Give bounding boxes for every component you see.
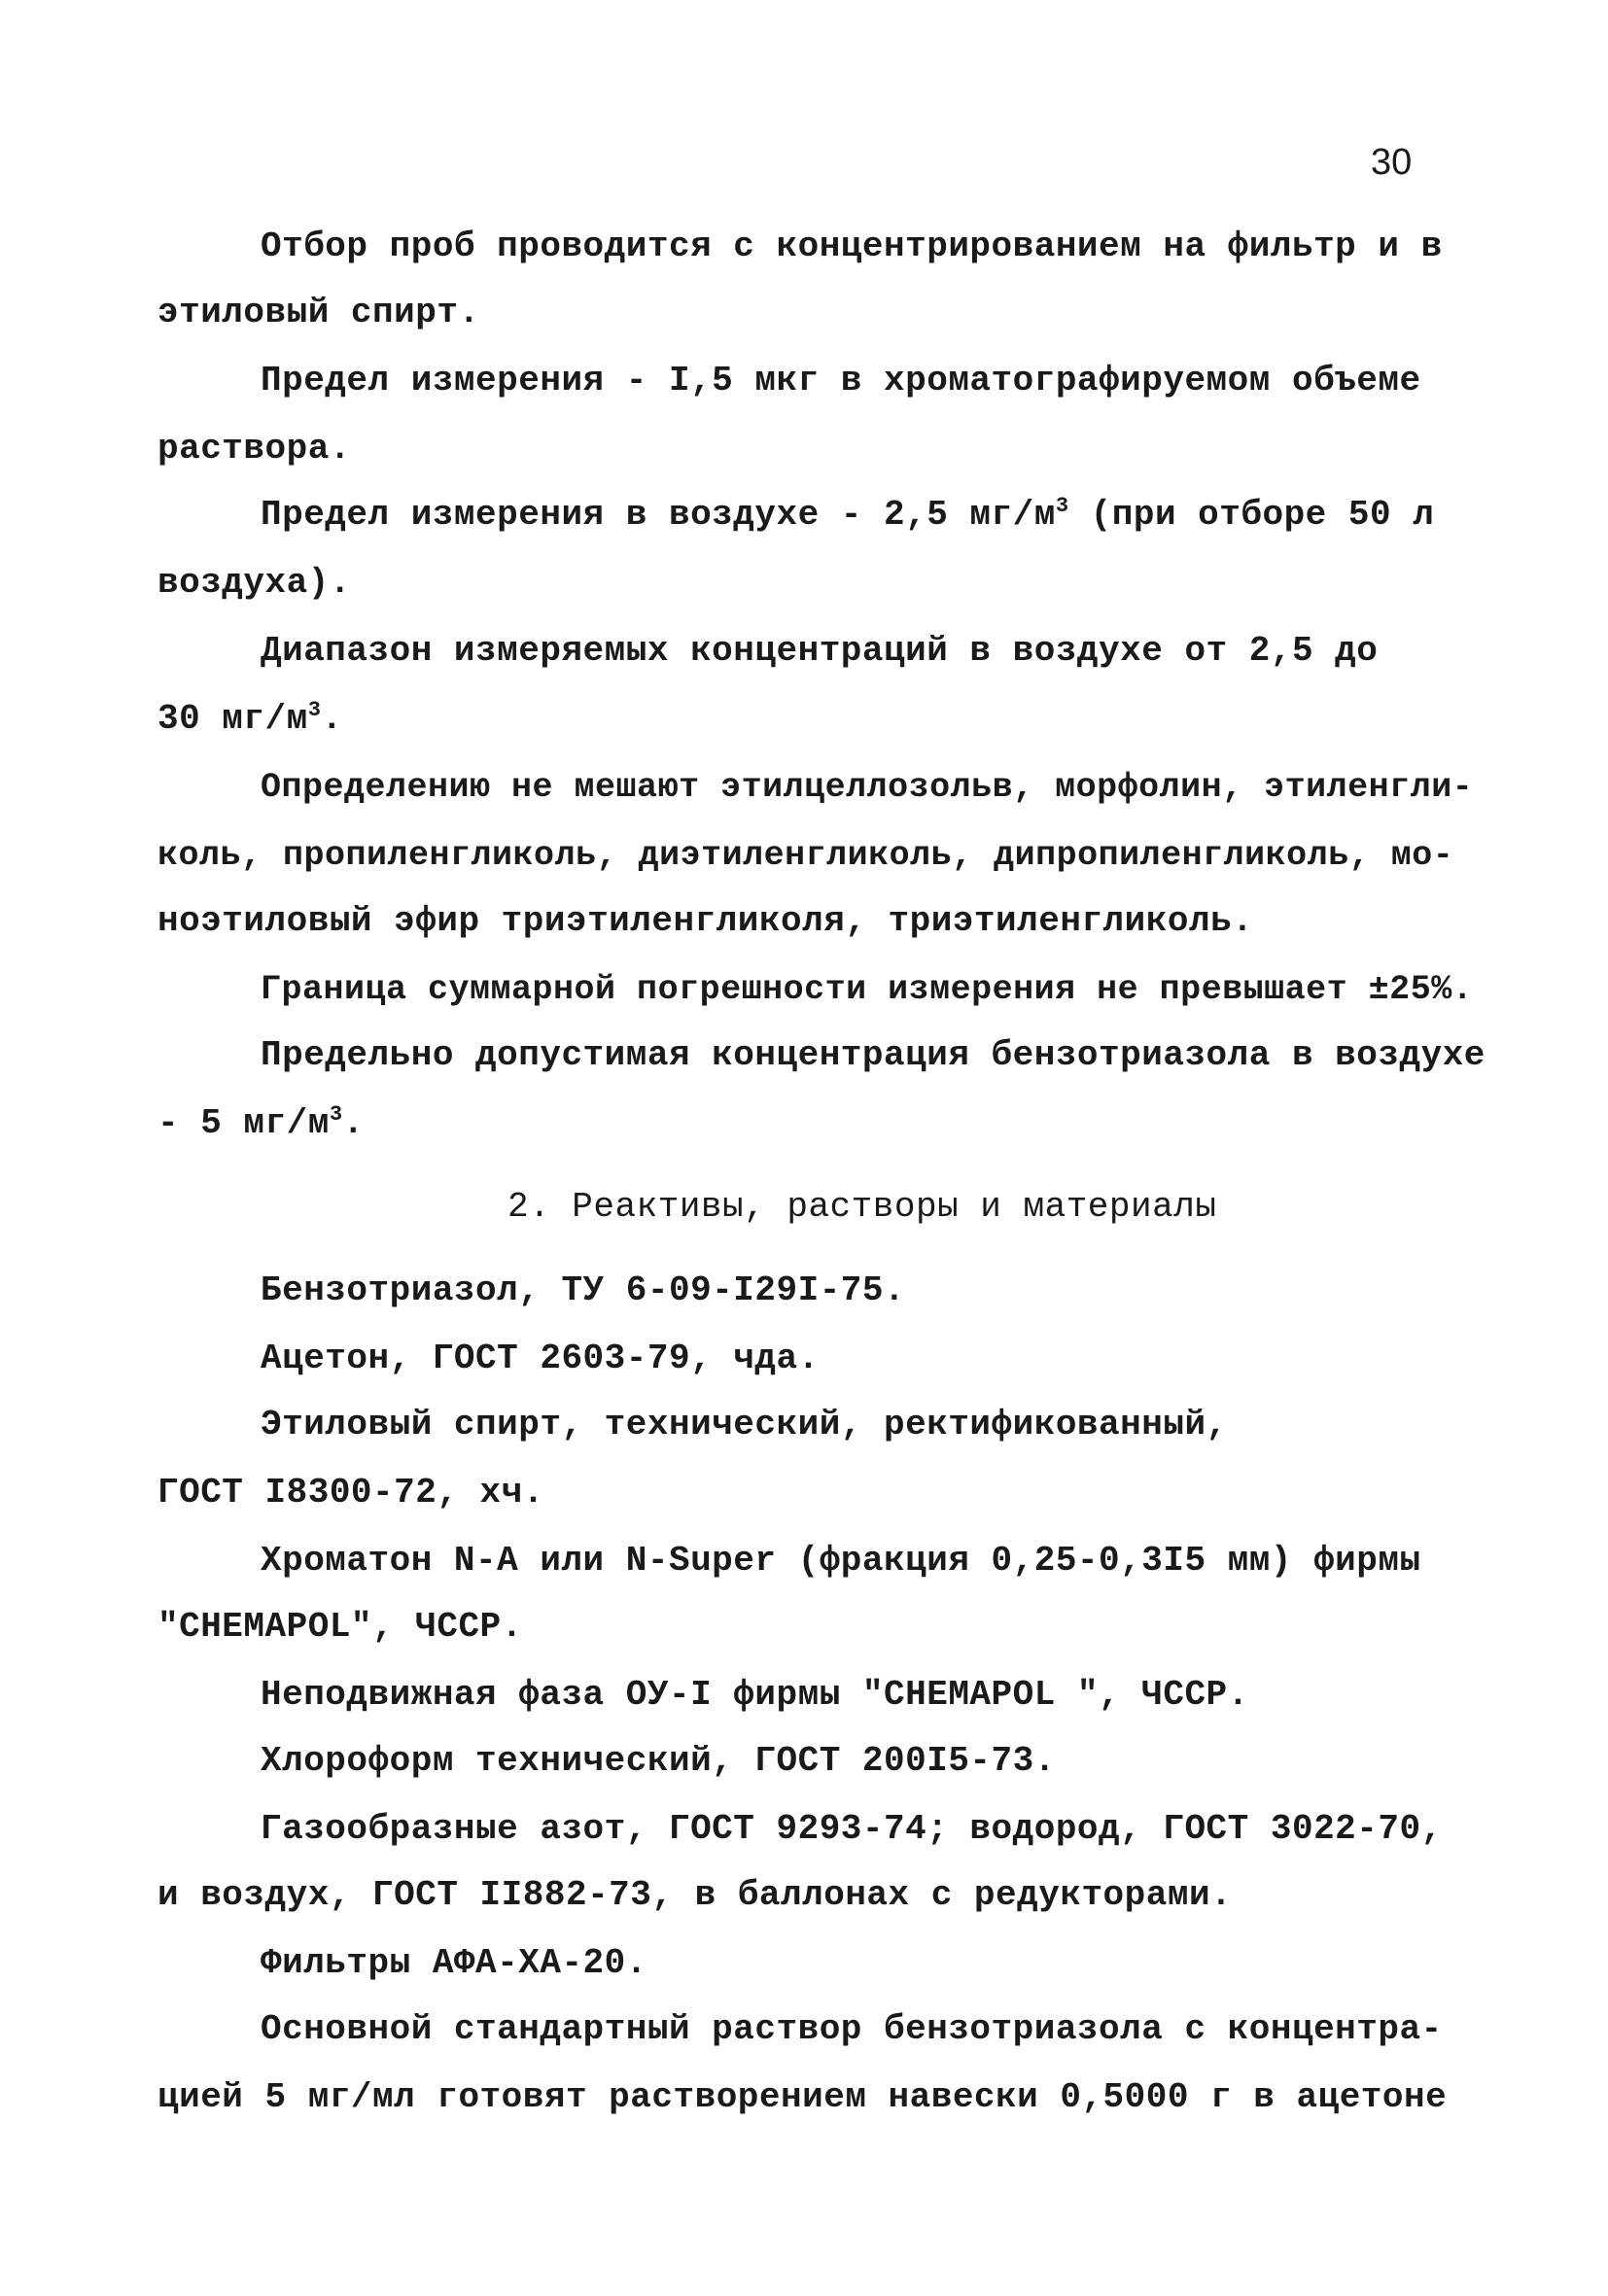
text-segment: Предел измерения в воздухе - 2,5 мг/м — [261, 495, 1056, 535]
text-line: ноэтиловый эфир триэтиленгликоля, триэтиленгликоль. — [157, 901, 1254, 941]
page-number: 30 — [1371, 142, 1413, 183]
text-line — [261, 494, 1434, 537]
text-segment: - 5 мг/м — [157, 1103, 330, 1143]
superscript: 3 — [1055, 494, 1069, 518]
text-line: ГОСТ I8300-72, хч. — [157, 1473, 544, 1513]
text-line: Хлороформ технический, ГОСТ 200I5-73. — [261, 1741, 1056, 1781]
text-line: Фильтры АФА-ХА-20. — [261, 1943, 647, 1983]
text-line: Отбор проб проводится с концентрированием на фильтр и в — [261, 226, 1443, 266]
text-line: воздуха). — [157, 563, 351, 603]
text-line: коль, пропиленгликоль, диэтиленгликоль, дипропиленгликоль, мо- — [157, 836, 1454, 875]
text-line: и воздух, ГОСТ II882-73, в баллонах с редукторами. — [157, 1875, 1233, 1915]
section-heading: 2. Реактивы, растворы и материалы — [507, 1187, 1217, 1227]
superscript: 3 — [307, 698, 322, 722]
text-line: Неподвижная фаза ОУ-I фирмы "CHEMAPOL ", ЧССР. — [261, 1675, 1249, 1715]
text-line — [157, 698, 343, 741]
text-line: Граница суммарной погрешности измерения не превышает ±25%. — [261, 970, 1474, 1009]
text-line: Предельно допустимая концентрация бензотриазола в воздухе — [261, 1035, 1486, 1075]
text-line: раствора. — [157, 429, 351, 469]
text-line: Бензотриазол, ТУ 6-09-I29I-75. — [261, 1270, 906, 1310]
text-line: Основной стандартный раствор бензотриазола с концентра- — [261, 2009, 1443, 2049]
text-line: Газообразные азот, ГОСТ 9293-74; водород, ГОСТ 3022-70, — [261, 1809, 1443, 1849]
superscript: 3 — [329, 1102, 343, 1127]
text-line: Ацетон, ГОСТ 2603-79, чда. — [261, 1339, 820, 1378]
text-segment: 30 мг/м — [157, 699, 308, 739]
text-line: Хроматон N-А или N-Super (фракция 0,25-0,3I5 мм) фирмы — [261, 1541, 1421, 1581]
text-line: этиловый спирт. — [157, 293, 480, 332]
text-line: "CHEMAPOL", ЧССР. — [157, 1607, 523, 1647]
text-segment: . — [321, 699, 343, 739]
text-line — [157, 1102, 365, 1145]
text-line: Определению не мешают этилцеллозольв, морфолин, этиленгли- — [261, 768, 1474, 807]
text-segment: (при отборе 50 л — [1068, 495, 1435, 535]
text-segment: . — [342, 1103, 365, 1143]
text-line: Диапазон измеряемых концентраций в воздухе от 2,5 до — [261, 631, 1379, 671]
text-line: Предел измерения - I,5 мкг в хроматографируемом объеме — [261, 361, 1421, 400]
text-line: Этиловый спирт, технический, ректификованный, — [261, 1405, 1228, 1444]
text-line: цией 5 мг/мл готовят растворением навески 0,5000 г в ацетоне — [157, 2077, 1448, 2117]
